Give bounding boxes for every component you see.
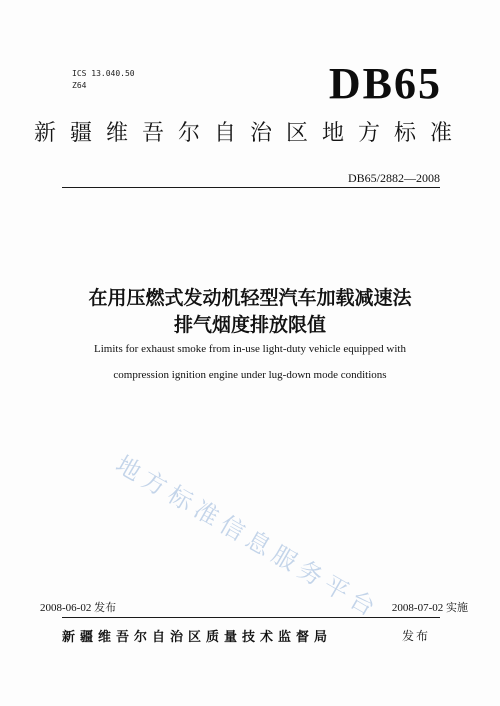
standard-category-title: 新疆维吾尔自治区地方标准	[33, 121, 466, 146]
watermark: 地方标准信息服务平台	[111, 450, 385, 625]
implementation-date: 2008-07-02 实施	[391, 602, 468, 614]
issuing-authority: 新疆维吾尔自治区质量技术监督局	[62, 630, 333, 645]
footer-divider	[62, 617, 440, 618]
document-title-cn-line2: 排气烟度排放限值	[173, 314, 326, 336]
standard-logo: DB65	[328, 59, 442, 108]
standard-number: DB65/2882—2008	[347, 171, 440, 185]
class-code: Z64	[72, 81, 87, 90]
issuer-suffix: 发布	[402, 629, 431, 643]
ics-code: ICS 13.040.50	[72, 69, 135, 78]
document-title-en-line2: compression ignition engine under lug-down mode conditions	[113, 369, 387, 381]
document-title-en-line1: Limits for exhaust smoke from in-use light-duty vehicle equipped with	[94, 343, 406, 355]
document-title-cn-line1: 在用压燃式发动机轻型汽车加载减速法	[88, 287, 412, 309]
header-divider	[62, 187, 440, 188]
issue-date: 2008-06-02 发布	[40, 602, 117, 614]
classification-codes	[72, 68, 135, 92]
